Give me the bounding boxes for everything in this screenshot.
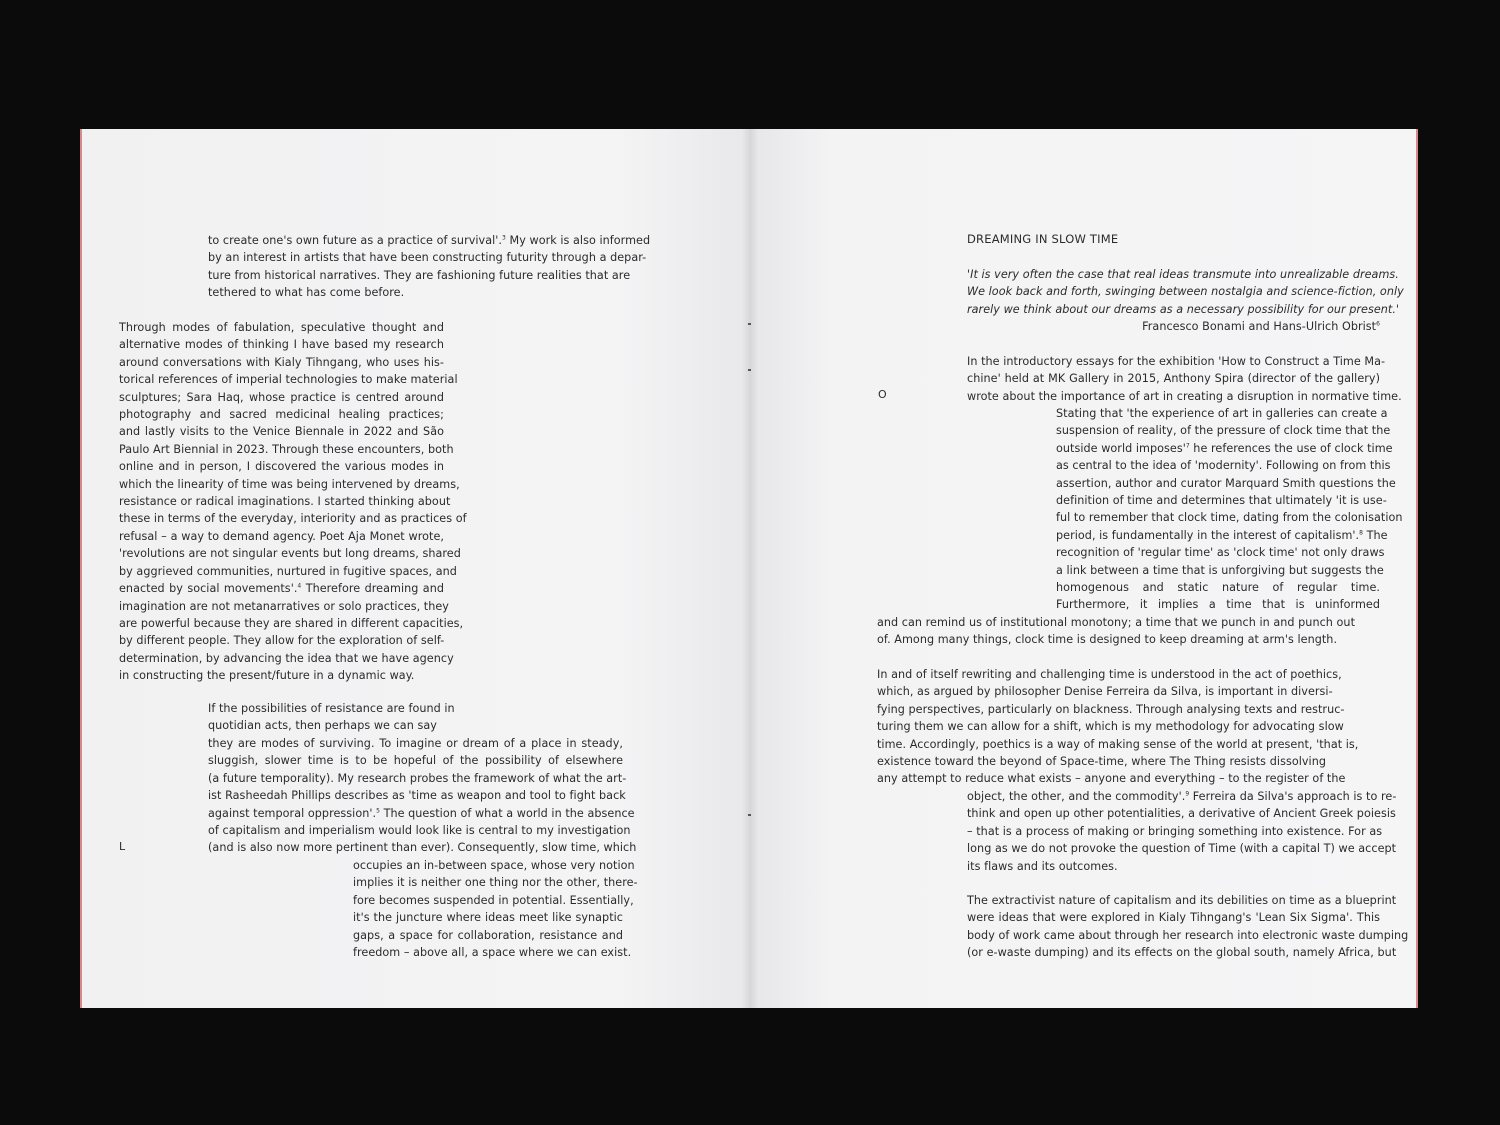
left-page — [80, 129, 750, 1008]
text-line: rarely we think about our dreams as a necessary possibility for our present.' — [967, 302, 1400, 316]
right-page — [750, 129, 1418, 1008]
text-block — [353, 857, 638, 961]
text-line: quotidian acts, then perhaps we can say — [208, 719, 437, 733]
text-line: of. Among many things, clock time is designed to keep dreaming at arm's length. — [877, 633, 1338, 647]
text-line: ful to remember that clock time, dating from the colonisation — [1056, 511, 1403, 525]
fold-mark — [748, 323, 751, 325]
text-line: around conversations with Kialy Tihngang, who uses his- — [119, 355, 444, 369]
section-heading: DREAMING IN SLOW TIME — [967, 232, 1119, 246]
book-gutter — [742, 129, 758, 1008]
text-line: wrote about the importance of art in creating a disruption in normative time. — [967, 389, 1402, 403]
margin-letter: O — [878, 388, 887, 401]
fold-mark — [748, 369, 751, 371]
text-line: which the linearity of time was being intervened by dreams, — [119, 477, 460, 491]
text-line: 'It is very often the case that real ideas transmute into unrealizable dreams. — [967, 268, 1399, 281]
text-line: chine' held at MK Gallery in 2015, Anthony Spira (director of the gallery) — [967, 372, 1380, 386]
text-block — [208, 735, 637, 857]
text-line: Stating that 'the experience of art in galleries can create a — [1056, 407, 1388, 420]
text-line: a link between a time that is unforgiving but suggests the — [1056, 563, 1384, 577]
text-line: fying perspectives, particularly on blackness. Through analysing texts and restruc- — [877, 702, 1345, 716]
text-line: imagination are not metanarratives or solo practices, they — [119, 599, 449, 613]
text-line: freedom – above all, a space where we can exist. — [353, 946, 632, 960]
text-line: photography and sacred medicinal healing practices; — [119, 408, 444, 422]
text-line: recognition of 'regular time' as 'clock time' not only draws — [1056, 546, 1385, 560]
text-line: they are modes of surviving. To imagine or dream of a place in steady, — [208, 737, 623, 750]
text-line: Paulo Art Biennial in 2023. Through these encounters, both — [119, 442, 454, 456]
text-line: implies it is neither one thing nor the other, there- — [353, 876, 638, 890]
text-line: torical references of imperial technologies to make material — [119, 373, 458, 387]
text-line: to create one's own future as a practice of survival'.$^3$ My work is also informed — [208, 234, 651, 247]
text-line: it's the juncture where ideas meet like synaptic — [353, 911, 623, 925]
text-line: these in terms of the everyday, interiority and as practices of — [119, 512, 467, 526]
text-line: long as we do not provoke the question of Time (with a capital T) we accept — [967, 842, 1397, 856]
text-line: We look back and forth, swinging between nostalgia and science-fiction, only — [967, 285, 1404, 299]
text-line: by an interest in artists that have been constructing futurity through a depar- — [208, 251, 647, 265]
text-block — [967, 788, 1397, 875]
text-block — [119, 319, 467, 685]
text-line: outside world $imposes'^7$ he references the use of clock time — [1056, 441, 1393, 455]
text-line: In and of itself rewriting and challenging time is understood in the act of poethics, — [877, 668, 1342, 681]
text-block — [877, 666, 1359, 788]
text-line: think and open up other potentialities, a derivative of Ancient Greek poiesis — [967, 807, 1396, 821]
text-line: Furthermore, it implies a time that is uninformed — [1056, 598, 1380, 612]
text-line: determination, by advancing the idea that we have agency — [119, 651, 454, 665]
text-line: tethered to what has come before. — [208, 286, 405, 300]
text-line: its flaws and its outcomes. — [967, 859, 1118, 873]
text-line: (or e-waste dumping) and its effects on the global south, namely Africa, but — [967, 946, 1397, 960]
text-line: 'revolutions are not singular events but long dreams, shared — [119, 547, 461, 561]
text-line: as central to the idea of 'modernity'. Following on from this — [1056, 459, 1391, 473]
text-line: and lastly visits to the Venice Biennale in 2022 and São — [119, 425, 444, 439]
text-line: turing them we can allow for a shift, which is my methodology for advocating slow — [877, 720, 1344, 734]
text-line: ist Rasheedah Phillips describes as 'time as weapon and tool to fight back — [208, 789, 626, 803]
text-line: body of work came about through her research into electronic waste dumping — [967, 928, 1409, 942]
text-line: If the possibilities of resistance are found in — [208, 702, 455, 715]
text-line: In the introductory essays for the exhibition 'How to Construct a Time Ma- — [967, 355, 1386, 368]
text-line: (a future temporality). My research probes the framework of what the art- — [208, 771, 627, 785]
text-line: online and in person, I discovered the various modes in — [119, 460, 444, 474]
text-line: are powerful because they are shared in different capacities, — [119, 616, 464, 630]
epigraph-attribution: Francesco Bonami and Hans-Ulrich Obrist$^6$ — [1142, 320, 1380, 333]
text-line: gaps, a space for collaboration, resistance and — [353, 928, 623, 942]
text-line: resistance or radical imaginations. I started thinking about — [119, 495, 451, 509]
footnote-ref: 8 — [1359, 529, 1364, 537]
text-block — [967, 892, 1409, 962]
text-line: ture from historical narratives. They are fashioning future realities that are — [208, 268, 631, 282]
text-line: sculptures; Sara Haq, whose practice is centred around — [119, 390, 444, 404]
text-line: – that is a process of making or bringing something into existence. For as — [967, 824, 1383, 838]
fold-mark — [748, 814, 751, 816]
footnote-ref: 7 — [1185, 442, 1190, 450]
text-line: time. Accordingly, poethics is a way of making sense of the world at present, 'that is, — [877, 737, 1359, 751]
footnote-ref: 5 — [376, 806, 380, 814]
text-line: and can remind us of institutional monotony; a time that we punch in and punch out — [877, 616, 1356, 629]
text-line: definition of time and determines that ultimately 'it is use- — [1056, 494, 1387, 508]
text-line: which, as argued by philosopher Denise Ferreira da Silva, is important in diversi- — [877, 685, 1333, 699]
text-line: assertion, author and curator Marquard Smith questions the — [1056, 476, 1396, 490]
text-line: alternative modes of thinking I have based my research — [119, 338, 444, 352]
epigraph-quote — [967, 266, 1404, 318]
footnote-ref: 9 — [1185, 790, 1190, 798]
text-line: object, the other, and the commodity'.$^9$ Ferreira da Silva's approach is to re- — [967, 790, 1397, 803]
text-line: suspension of reality, of the pressure of clock time that the — [1056, 424, 1391, 438]
text-line: in constructing the present/future in a dynamic way. — [119, 669, 415, 683]
text-line: were ideas that were explored in Kialy Tihngang's 'Lean Six Sigma'. This — [967, 911, 1380, 925]
margin-letter: L — [119, 840, 126, 853]
text-block — [1056, 405, 1403, 614]
text-line: period, is fundamentally in the interest of capitalism'.$^8$ The — [1056, 528, 1388, 542]
text-line: existence toward the beyond of Space-time, where The Thing resists dissolving — [877, 755, 1326, 769]
text-line: enacted by social movements'.$^4$ Therefore dreaming and — [119, 582, 444, 596]
text-line: (and is also now more pertinent than ever). Consequently, slow time, which — [208, 841, 637, 855]
text-line: by different people. They allow for the exploration of self- — [119, 634, 445, 648]
book-spread — [80, 129, 1418, 1008]
footnote-ref: 4 — [297, 582, 302, 590]
text-line: occupies an in-between space, whose very notion — [353, 859, 635, 872]
text-line: sluggish, slower time is to be hopeful of the possibility of elsewhere — [208, 754, 623, 768]
text-line: by aggrieved communities, nurtured in fugitive spaces, and — [119, 564, 457, 578]
text-line: fore becomes suspended in potential. Essentially, — [353, 893, 634, 907]
text-line: refusal – a way to demand agency. Poet Aja Monet wrote, — [119, 529, 444, 543]
text-line: homogenous and static nature of regular time. — [1056, 581, 1380, 595]
text-block — [877, 614, 1356, 649]
text-line: The extractivist nature of capitalism and its debilities on time as a blueprint — [967, 894, 1397, 907]
text-line: any attempt to reduce what exists – anyone and everything – to the register of the — [877, 772, 1346, 786]
text-block — [967, 353, 1402, 405]
footnote-ref: 3 — [502, 234, 506, 242]
text-block — [208, 232, 651, 302]
text-line: of capitalism and imperialism would look like is central to my investigation — [208, 824, 631, 838]
text-line: Through modes of fabulation, speculative thought and — [119, 321, 444, 334]
text-block — [208, 700, 455, 735]
text-line: against temporal oppression'.$^5$ The question of what a world in the absence — [208, 806, 635, 820]
